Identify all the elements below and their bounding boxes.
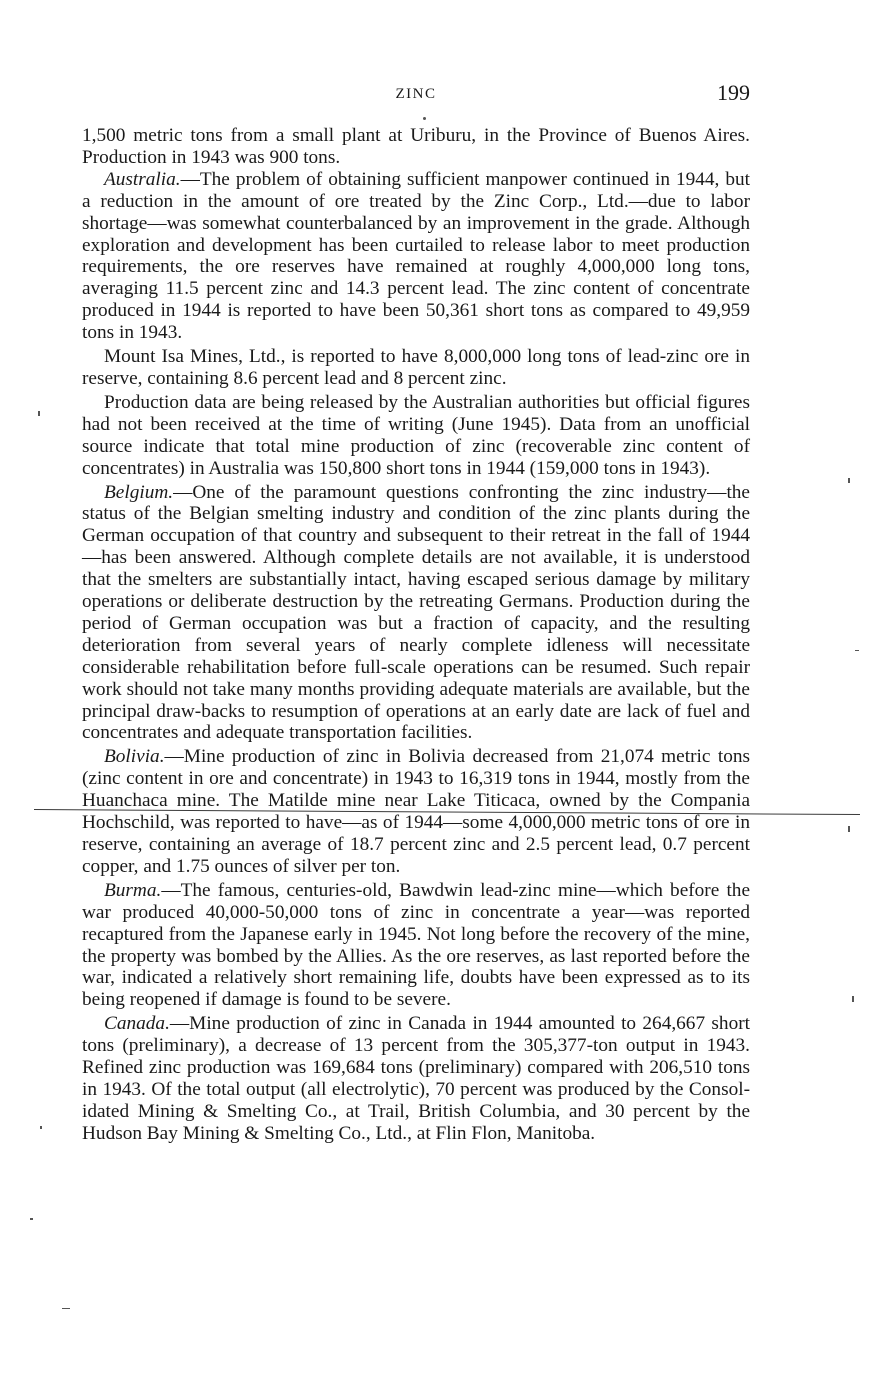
country-heading: Australia. [104,168,181,190]
scan-speck [848,826,850,832]
paragraph-text: —Mine production of zinc in Bolivia decreased from 21,074 metric tons (zinc content in ore and concentrate) in 1943 to 16,319 tons in 1944, mostly from the Huanchaca mine. The Matilde mine near Lake Titicaca, owned by the Compania Hochschild, was reported to have—as of 1944—some 4,000,000 metric tons of ore in reserve, containing an average of 18.7 percent zinc and 2.5 percent lead, 0.7 percent copper, and 1.75 ounces of silver per ton. [82,746,750,877]
paragraph-canada [82,1013,750,1144]
country-heading: Burma. [104,879,162,901]
paragraph-text: Mount Isa Mines, Ltd., is reported to have 8,000,000 long tons of lead-zinc ore in reserve, containing 8.6 percent lead and 8 percent zinc. [82,346,750,389]
paragraph-mount-isa [82,346,750,390]
country-heading: Belgium. [104,481,174,503]
country-heading: Canada. [104,1013,170,1035]
scan-speck [848,478,850,483]
scan-speck [852,996,854,1002]
country-heading: Bolivia. [104,746,165,768]
paragraph-burma [82,880,750,1011]
paragraph-continuation [82,125,750,169]
scan-speck [423,117,426,120]
running-title: ZINC [395,86,437,102]
paragraph-text: —The problem of obtaining sufficient manpower continued in 1944, but a reduction in the amount of ore treated by the Zinc Corp., Ltd.—due to labor shortage—was somewhat counterbalanced by an improvement in the grade. Although exploration and development has been curtailed to release labor to meet production requirements, the ore reserves have remained at roughly 4,000,000 long tons, averaging 11.5 percent zinc and 14.3 percent lead. The zinc content of concentrate produced in 1944 is reported to have been 50,361 short tons as compared to 49,959 tons in 1943. [82,168,750,344]
paragraph-text: Production data are being released by the Australian authorities but official figures had not been received at the time of writing (June 1945). Data from an unofficial source indicate that total mine production of zinc (recoverable zinc content of concentrates) in Australia was 150,800 short tons in 1944 (159,000 tons in 1943). [82,391,750,479]
scan-speck [40,1126,42,1129]
page-header [82,80,750,110]
scan-speck [30,1218,33,1220]
scan-speck [38,411,40,416]
paragraph-text: —The famous, centuries-old, Bawdwin lead-zinc mine—which before the war produced 40,000-50,000 tons of zinc in concentrate a year—was reported recaptured from the Japanese early in 1945. Not long before the recovery of the mine, the property was bombed by the Allies. As the ore reserves, as last reported before the war, indicated a relatively short remaining life, doubts have been expressed as to its being reopened if damage is found to be severe. [82,879,750,1011]
paragraph-text: —Mine production of zinc in Canada in 1944 amounted to 264,667 short tons (preliminary), a decrease of 13 percent from the 305,377-ton output in 1943. Refined zinc production was 169,684 tons (preliminary) compared with 206,510 tons in 1943. Of the total output (all electrolytic), 70 percent was produced by the Consolidated Mining & Smelting Co., at Trail, British Columbia, and 30 percent by the Hudson Bay Mining & Smelting Co., Ltd., at Flin Flon, Manitoba. [82,1013,750,1144]
paragraph-belgium [82,482,750,745]
paragraph-australia [82,169,750,344]
paragraph-text: 1,500 metric tons from a small plant at Uriburu, in the Province of Buenos Aires. Production in 1943 was 900 tons. [82,125,750,168]
paragraph-text: —One of the paramount questions confronting the zinc industry—the status of the Belgian smelting industry and condition of the zinc plants during the German occupation of that country and subsequent to their retreat in the fall of 1944—has been answered. Although complete details are not available, it is understood that the smelters are substantially intact, having escaped serious damage by military operations or deliberate destruction by the retreating Germans. Production during the period of German occupation was but a fraction of capacity, and the resulting deterioration from several years of nearly complete idleness will necessitate considerable rehabilitation before full-scale operations can be resumed. Such repair work should not take many months providing adequate materials are available, but the principal draw-backs to resumption of operations at an early date are lack of fuel and concentrates and adequate transportation facilities. [82,481,750,744]
scan-speck [62,1308,70,1309]
scan-speck [855,650,859,651]
page-number: 199 [717,80,750,105]
body-text [82,125,750,1145]
paragraph-production-data [82,392,750,480]
